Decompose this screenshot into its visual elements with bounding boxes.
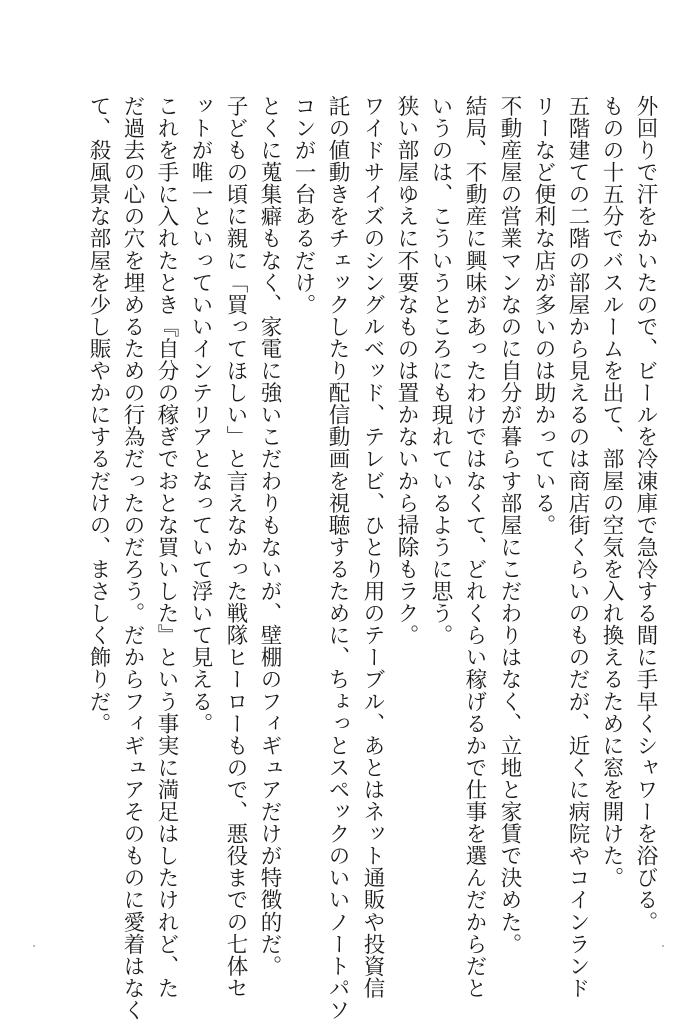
text-column-10: 託の値動きをチェックしたり配信動画を視聴するために、ちょっとスペックのいいノートパソ [325,95,350,1021]
text-column-2: ものの十五分でバスルームを出て、部屋の空気を入れ換えるために窓を開けた。 [599,95,624,889]
text-column-6: 結局、不動産に興味があったわけではなくて、どれくらい稼げるかで仕事を選んだからだと [462,95,487,1000]
text-column-9: ワイドサイズのシングルベッド、テレビ、ひとり用のテーブル、あとはネット通販や投資信 [360,95,385,1000]
text-column-5: 不動産屋の営業マンなのに自分が暮らす部屋にこだわりはなく、立地と家賃で決めた。 [497,95,522,955]
text-column-3: 五階建ての二階の部屋から見えるのは商店街くらいのものだが、近くに病院やコインランド [565,95,590,1000]
text-column-4: リーなど便利な店が多いのは助かっている。 [531,95,556,536]
text-column-8: 狭い部屋ゆえに不要なものは置かないから掃除もラク。 [394,95,419,647]
text-column-7: いうのは、こういうところにも現れているように思う。 [428,95,453,647]
text-column-12: とくに蒐集癖もなく、家電に強いこだわりもないが、壁棚のフィギュアだけが特徴的だ。 [257,95,282,977]
text-column-13: 子どもの頃に親に「買ってほしい」と言えなかった戦隊ヒーローもので、悪役までの七体セ [223,95,248,1000]
text-column-1: 外回りで汗をかいたので、ビールを冷凍庫で急冷する間に手早くシャワーを浴びる。 [633,95,658,933]
text-column-11: コンが一台あるだけ。 [291,95,316,316]
scan-dot-right [662,945,664,947]
text-column-16: だ過去の心の穴を埋めるための行為だったのだろう。だからフィギュアそのものに愛着はなく [120,95,145,1021]
scan-dot-left [33,945,35,947]
text-column-17: て、殺風景な部屋を少し賑やかにするだけの、まさしく飾りだ。 [86,95,111,735]
text-column-14: ットが唯一といっていいインテリアとなっていて浮いて見える。 [188,95,213,735]
text-column-15: これを手に入れたとき『自分の稼ぎでおとな買いした』という事実に満足はしたけれど、た [154,95,179,1000]
